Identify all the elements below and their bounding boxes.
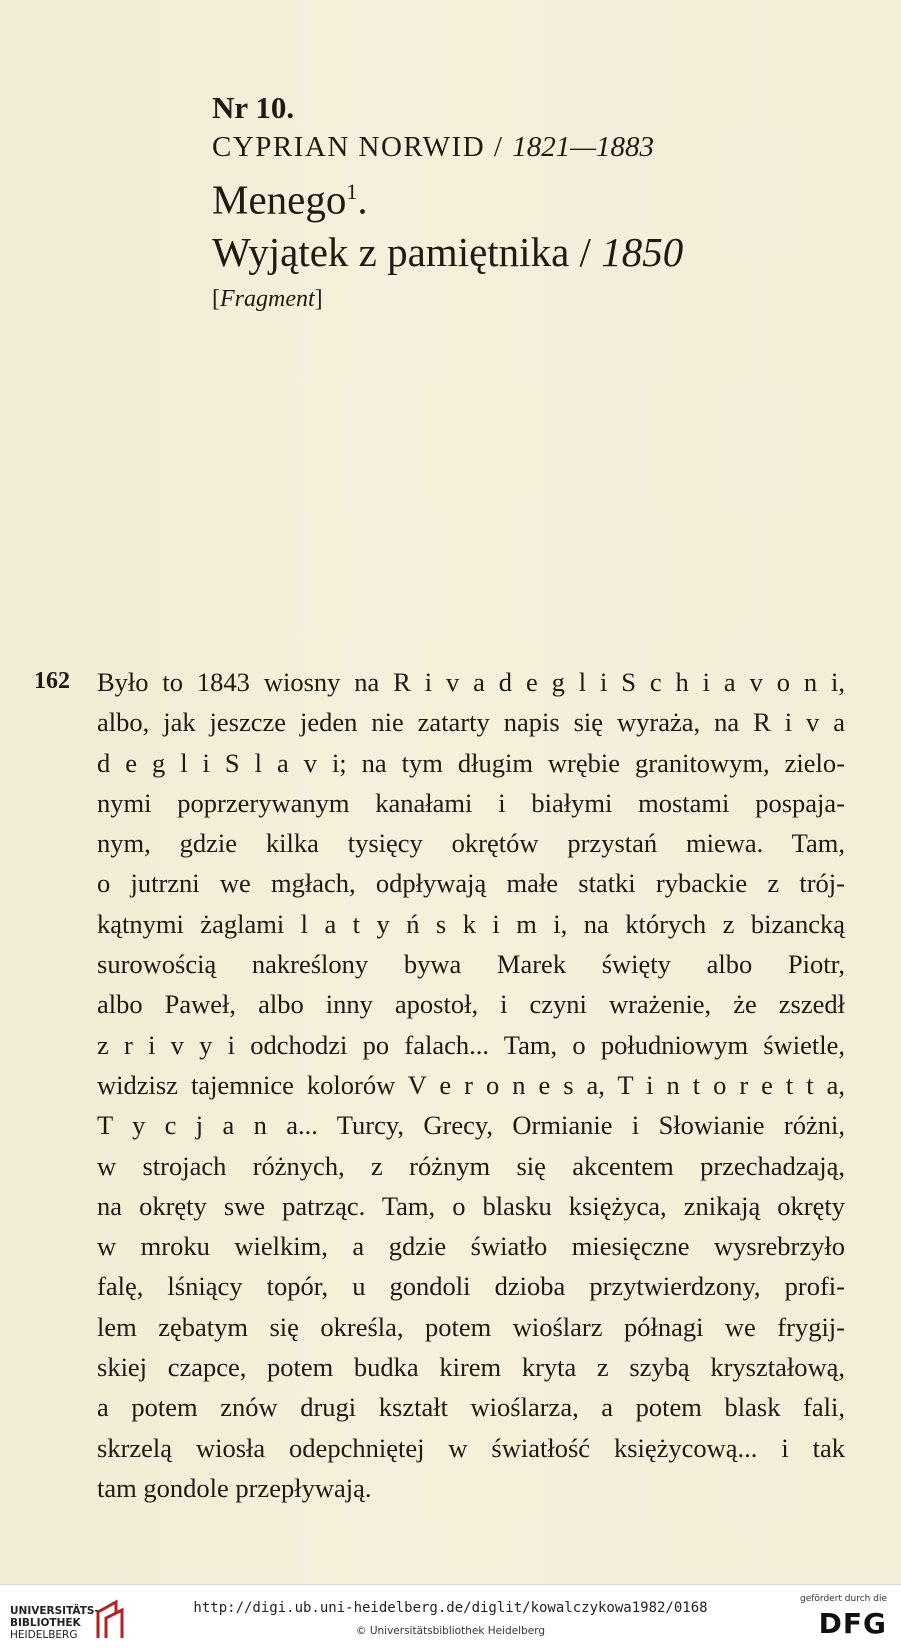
text-line: albo Paweł, albo inny apostoł, i czyni wrażenie, że zszedł [97,989,845,1020]
text-line: w mroku wielkim, a gdzie światło miesięczne wysrebrzyło [97,1231,845,1262]
fragment-text: Fragment [220,285,315,312]
library-line-3: HEIDELBERG [10,1629,78,1641]
entry-header [212,88,683,316]
fragment-bracket-close: ] [314,285,323,312]
text-line: o jutrzni we mgłach, odpływają małe statki rybackie z trój- [97,868,845,899]
text-line: a potem znów drugi kształt wioślarza, a potem blask fali, [97,1392,845,1423]
text-line: widzisz tajemnice kolorów V e r o n e s a, T i n t o r e t t a, [97,1069,845,1100]
fragment-bracket-open: [ [212,285,220,312]
title-text: Menego [212,176,347,223]
fragment-label [212,282,683,316]
text-line: skrzelą wiosła odepchniętej w światłość księżycową... i tak [97,1432,845,1463]
copyright-notice: © Universitätsbibliothek Heidelberg [355,1625,545,1637]
title-period: . [357,176,368,223]
text-line: falę, lśniący topór, u gondoli dzioba przytwierdzony, profi- [97,1271,845,1302]
dfg-logo: DFG [818,1607,887,1640]
text-line: tam gondole przepływają. [97,1472,372,1503]
author-name: CYPRIAN NORWID [212,131,486,163]
sponsor-note: gefördert durch die [800,1594,887,1604]
text-line: albo, jak jeszcze jeden nie zatarty napis się wyraża, na R i v a [97,707,845,738]
title-year: 1850 [601,228,684,275]
text-line: skiej czapce, potem budka kirem kryta z szybą kryształową, [97,1352,845,1383]
page-number: 162 [34,668,70,694]
text-line: w strojach różnych, z różnym się akcentem przechadzają, [97,1150,845,1181]
library-line-1: UNIVERSITÄTS- [10,1605,99,1617]
text-line: nym, gdzie kilka tysięcy okrętów przystań miewa. Tam, [97,828,845,859]
body-text [97,662,845,1508]
text-line: na okręty swe patrząc. Tam, o blasku księżyca, znikają okręty [97,1190,845,1221]
library-line-2: BIBLIOTHEK [10,1617,81,1629]
text-line: kątnymi żaglami l a t y ń s k i m i, na których z bizancką [97,908,845,939]
text-line: Było to 1843 wiosny na R i v a d e g l i S c h i a v o n i, [97,667,845,697]
author-dates: 1821—1883 [512,131,655,163]
footnote-mark: 1 [346,179,358,204]
author-separator: / [493,131,504,163]
text-line: T y c j a n a... Turcy, Grecy, Ormianie i Słowianie różni, [97,1110,845,1141]
title-line-2 [212,226,683,278]
title-separator: / [579,228,591,275]
source-url-link[interactable]: http://digi.ub.uni-heidelberg.de/diglit/kowalczykowa1982/0168 [193,1600,708,1616]
text-line: z r i v y i odchodzi po falach... Tam, o południowym świetle, [97,1029,845,1060]
text-line: lem zębatym się określa, potem wioślarz półnagi we frygij- [97,1311,845,1342]
subtitle-text: Wyjątek z pamiętnika [212,228,570,275]
text-line: nymi poprzerywanym kanałami i białymi mostami pospaja- [97,787,845,818]
title-line-1 [212,166,683,226]
text-line: surowością nakreślony bywa Marek święty albo Piotr, [97,949,845,980]
entry-number: Nr 10. [212,90,295,125]
viewer-footer [0,1584,901,1649]
text-line: d e g l i S l a v i; na tym długim wrębie granitowym, zielo- [97,747,845,778]
author-line [212,128,683,166]
